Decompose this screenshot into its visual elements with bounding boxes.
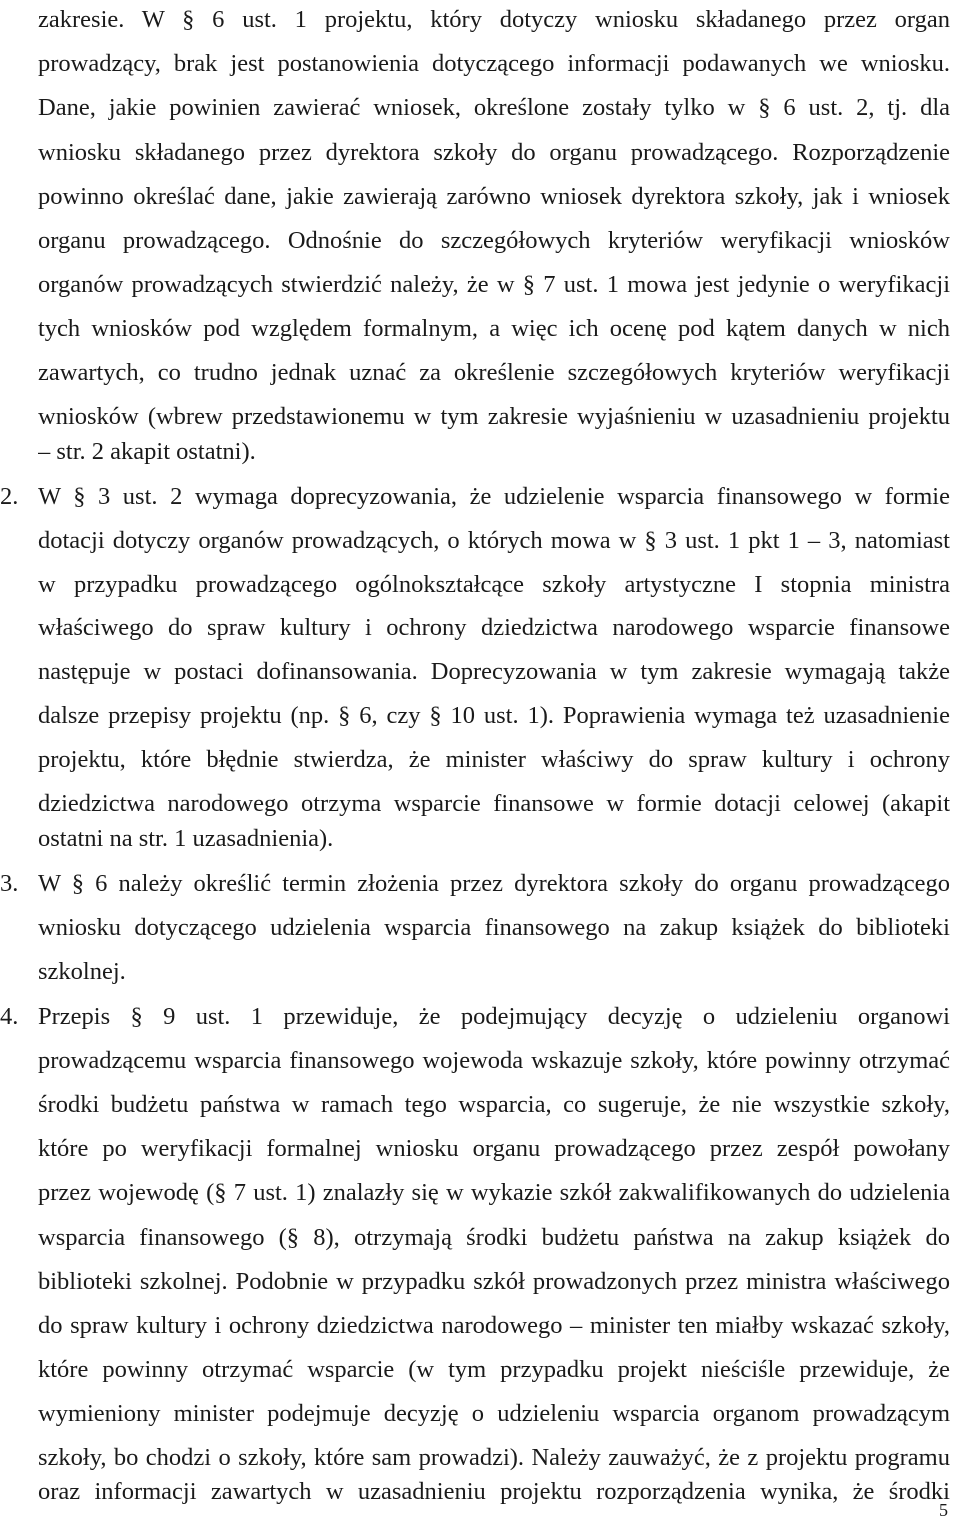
text-line: dotacji dotyczy organów prowadzących, o których mowa w § 3 ust. 1 pkt 1 – 3, natomiast [38,527,950,554]
text-line: prowadzącemu wsparcia finansowego wojewoda wskazuje szkoły, które powinny otrzymać [38,1047,950,1074]
text-line: zawartych, co trudno jednak uznać za określenie szczegółowych kryteriów weryfikacji [38,359,950,386]
text-line: do spraw kultury i ochrony dziedzictwa narodowego – minister ten miałby wskazać szkoły, [38,1312,950,1339]
text-line: organów prowadzących stwierdzić należy, że w § 7 ust. 1 mowa jest jedynie o weryfikacji [38,271,950,298]
text-line: wniosku dotyczącego udzielenia wsparcia finansowego na zakup książek do biblioteki [38,914,950,941]
text-line: wymieniony minister podejmuje decyzję o udzieleniu wsparcia organom prowadzącym [38,1400,950,1427]
text-line: wsparcia finansowego (§ 8), otrzymają środki budżetu państwa na zakup książek do [38,1224,950,1251]
text-line: środki budżetu państwa w ramach tego wsparcia, co sugeruje, że nie wszystkie szkoły, [38,1091,950,1118]
text-line: Przepis § 9 ust. 1 przewiduje, że podejmujący decyzję o udzieleniu organowi [38,1003,950,1030]
text-line: prowadzący, brak jest postanowienia dotyczącego informacji podawanych we wniosku. [38,50,950,77]
text-line: – str. 2 akapit ostatni). [38,438,256,465]
list-item-2 [0,481,950,513]
text-line: w przypadku prowadzącego ogólnokształcące szkoły artystyczne I stopnia ministra [38,571,950,598]
text-line: biblioteki szkolnej. Podobnie w przypadku szkół prowadzonych przez ministra właściwego [38,1268,950,1295]
text-line: W § 6 należy określić termin złożenia przez dyrektora szkoły do organu prowadzącego [38,870,950,897]
text-line: dalsze przepisy projektu (np. § 6, czy § 10 ust. 1). Poprawienia wymaga też uzasadnienie [38,702,950,729]
text-line: ostatni na str. 1 uzasadnienia). [38,825,334,852]
list-item-3 [0,868,950,900]
list-item-number: 4. [0,1003,19,1030]
text-line: wniosków (wbrew przedstawionemu w tym zakresie wyjaśnieniu w uzasadnieniu projektu [38,403,950,430]
text-line: Dane, jakie powinien zawierać wniosek, określone zostały tylko w § 6 ust. 2, tj. dla [38,94,950,121]
page-number: 5 [939,1500,948,1520]
text-line: tych wniosków pod względem formalnym, a więc ich ocenę pod kątem danych w nich [38,315,950,342]
text-line: oraz informacji zawartych w uzasadnieniu projektu rozporządzenia wynika, że środki [38,1478,950,1505]
text-line: projektu, które błędnie stwierdza, że minister właściwy do spraw kultury i ochrony [38,746,950,773]
text-line: powinno określać dane, jakie zawierają zarówno wniosek dyrektora szkoły, jak i wniosek [38,183,950,210]
list-item-number: 3. [0,870,19,897]
text-line: szkolnej. [38,958,126,985]
text-line: dziedzictwa narodowego otrzyma wsparcie finansowe w formie dotacji celowej (akapit [38,790,950,817]
text-line: następuje w postaci dofinansowania. Doprecyzowania w tym zakresie wymagają także [38,658,950,685]
list-item-4 [0,1001,950,1033]
text-line: które po weryfikacji formalnej wniosku organu prowadzącego przez zespół powołany [38,1135,950,1162]
text-line: przez wojewodę (§ 7 ust. 1) znalazły się w wykazie szkół zakwalifikowanych do udzielenia [38,1179,950,1206]
text-line: szkoły, bo chodzi o szkoły, które sam prowadzi). Należy zauważyć, że z projektu programu [38,1444,950,1471]
text-line: które powinny otrzymać wsparcie (w tym przypadku projekt nieściśle przewiduje, że [38,1356,950,1383]
text-line: W § 3 ust. 2 wymaga doprecyzowania, że udzielenie wsparcia finansowego w formie [38,483,950,510]
text-line: zakresie. W § 6 ust. 1 projektu, który dotyczy wniosku składanego przez organ [38,6,950,33]
list-item-number: 2. [0,483,19,510]
text-line: wniosku składanego przez dyrektora szkoły do organu prowadzącego. Rozporządzenie [38,139,950,166]
text-line: organu prowadzącego. Odnośnie do szczegółowych kryteriów weryfikacji wniosków [38,227,950,254]
text-line: właściwego do spraw kultury i ochrony dziedzictwa narodowego wsparcie finansowe [38,614,950,641]
